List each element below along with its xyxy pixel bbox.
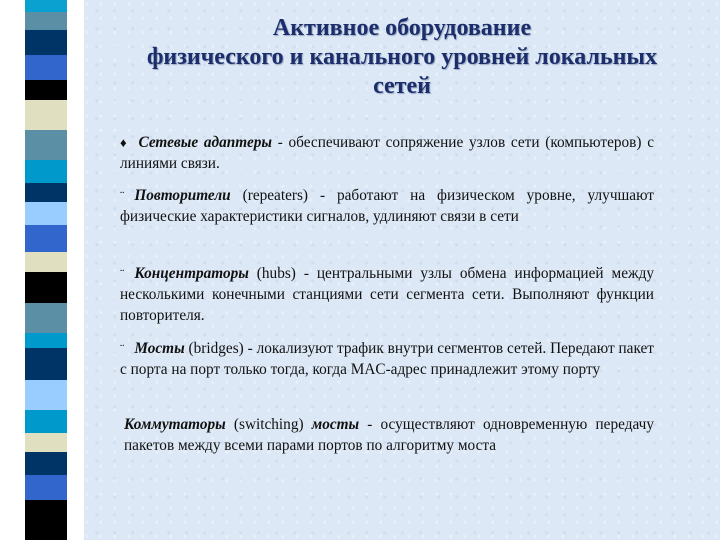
bullet-icon: ¨	[120, 266, 125, 281]
stripe	[25, 130, 67, 160]
term: мосты	[311, 416, 360, 433]
description: (repeaters) - работают на физическом уровне, улучшают физические характеристики сигналов, удлиняют связи в сети	[120, 187, 654, 225]
stripe	[25, 303, 67, 333]
bullet-network-adapters	[120, 132, 654, 174]
slide-title	[84, 14, 720, 101]
title-line: сетей	[373, 73, 431, 99]
stripe	[25, 30, 67, 55]
bullet-icon: ¨	[120, 341, 125, 356]
stripe	[25, 452, 67, 475]
bullet-bridges	[120, 338, 654, 380]
stripe	[25, 348, 67, 380]
description: (hubs) - центральными узлы обмена информацией между несколькими конечными станциями сети сегмента сети. Выполняют функции повторителя.	[120, 265, 654, 324]
stripe	[25, 272, 67, 303]
title-line: физического и канального уровней локальных	[146, 44, 658, 70]
stripe	[25, 225, 67, 252]
stripe	[25, 433, 67, 452]
term: Повторители	[134, 187, 231, 204]
decorative-stripes	[25, 0, 67, 540]
stripe	[25, 100, 67, 130]
stripe	[25, 410, 67, 433]
bullet-repeaters	[120, 185, 654, 227]
stripe	[25, 55, 67, 80]
description: (bridges) - локализуют трафик внутри сегментов сетей. Передают пакет с порта на порт только тогда, когда MAC-адрес принадлежит этому порту	[120, 340, 654, 378]
stripe	[25, 500, 67, 540]
stripe	[25, 252, 67, 272]
stripe	[25, 333, 67, 348]
title-line: Активное оборудование	[272, 15, 532, 41]
bullet-switches	[120, 414, 654, 456]
stripe	[25, 475, 67, 500]
slide	[84, 0, 720, 540]
term: Сетевые адаптеры	[138, 134, 273, 151]
stripe	[25, 12, 67, 30]
stripe	[25, 202, 67, 225]
stripe	[25, 183, 67, 202]
description: - обеспечивают сопряжение узлов сети (компьютеров) с линиями связи.	[120, 134, 654, 172]
stripe	[25, 160, 67, 183]
description: (switching)	[225, 416, 312, 433]
term: Концентраторы	[134, 265, 249, 282]
stripe	[25, 80, 67, 100]
term: Мосты	[134, 340, 185, 357]
diamond-bullet-icon: ♦	[120, 135, 129, 150]
bullet-icon: ¨	[120, 188, 125, 203]
bullet-hubs	[120, 263, 654, 326]
description: - осуществляют одновременную передачу пакетов между всеми парами портов по алгоритму моста	[124, 416, 654, 454]
term: Коммутаторы	[124, 416, 226, 433]
stripe	[25, 380, 67, 410]
stripe	[25, 0, 67, 12]
